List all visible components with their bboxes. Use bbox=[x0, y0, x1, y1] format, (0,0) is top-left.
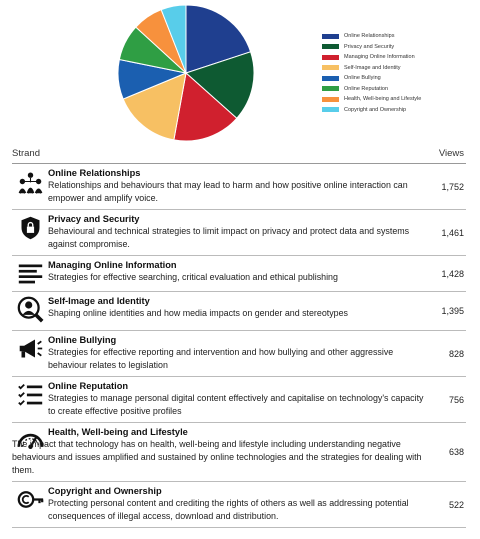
person-magnifier-icon bbox=[12, 292, 48, 330]
legend-swatch bbox=[322, 107, 339, 112]
row-title[interactable]: Health, Well-being and Lifestyle bbox=[48, 427, 188, 437]
list-lines-icon bbox=[12, 256, 48, 291]
chart-area bbox=[0, 0, 480, 146]
table-row[interactable] bbox=[12, 210, 466, 256]
legend-swatch bbox=[322, 34, 339, 39]
table-row[interactable] bbox=[12, 423, 466, 482]
legend-item bbox=[322, 52, 421, 63]
table-row[interactable] bbox=[12, 256, 466, 292]
table-row[interactable] bbox=[12, 482, 466, 528]
row-views: 756 bbox=[448, 394, 464, 405]
table-header bbox=[12, 148, 466, 164]
legend-swatch bbox=[322, 55, 339, 60]
row-description: Shaping online identities and how media impacts on gender and stereotypes bbox=[48, 308, 348, 318]
row-views: 1,752 bbox=[441, 181, 464, 192]
legend-label: Privacy and Security bbox=[344, 43, 395, 50]
header-strand: Strand bbox=[12, 148, 40, 159]
pie-chart bbox=[116, 3, 256, 143]
row-title[interactable]: Online Bullying bbox=[48, 335, 117, 345]
row-views: 522 bbox=[448, 499, 464, 510]
row-description: Strategies for effective reporting and intervention and how bullying and other aggressive behaviour relates to legislation bbox=[48, 347, 394, 370]
strand-table bbox=[12, 148, 466, 528]
shield-lock-icon bbox=[12, 210, 48, 255]
row-title[interactable]: Copyright and Ownership bbox=[48, 486, 162, 496]
legend-label: Copyright and Ownership bbox=[344, 106, 407, 113]
table-row[interactable] bbox=[12, 377, 466, 423]
row-title[interactable]: Privacy and Security bbox=[48, 214, 140, 224]
legend-item bbox=[322, 63, 421, 74]
row-description: Protecting personal content and crediting the rights of others as well as addressing potential consequences of illegal access, download and distribution. bbox=[48, 498, 409, 521]
header-views: Views bbox=[438, 148, 464, 159]
row-description: Strategies for effective searching, critical evaluation and ethical publishing bbox=[48, 272, 338, 282]
legend-label: Online Bullying bbox=[344, 75, 381, 82]
row-description: Relationships and behaviours that may lead to harm and how positive online interaction can empower and amplify voice. bbox=[48, 180, 408, 203]
legend-label: Managing Online Information bbox=[344, 54, 415, 61]
legend-swatch bbox=[322, 86, 339, 91]
legend-swatch bbox=[322, 44, 339, 49]
row-views: 1,461 bbox=[441, 227, 464, 238]
legend-item bbox=[322, 84, 421, 95]
row-description: Strategies to manage personal digital content effectively and capitalise on technology's capacity to create effective positive profiles bbox=[48, 393, 424, 416]
table-row[interactable] bbox=[12, 292, 466, 331]
legend-label: Health, Well-being and Lifestyle bbox=[344, 96, 422, 103]
row-views: 638 bbox=[448, 447, 464, 457]
legend-label: Self-Image and Identity bbox=[344, 64, 401, 71]
row-description: The impact that technology has on health, well-being and lifestyle including understanding negative behaviours and issues amplified and sustained by online technologies and the strategies for dealing with them. bbox=[12, 439, 422, 475]
legend-label: Online Reputation bbox=[344, 85, 389, 92]
legend-item bbox=[322, 31, 421, 42]
people-network-icon bbox=[12, 164, 48, 209]
row-views: 828 bbox=[448, 348, 464, 359]
table-row[interactable] bbox=[12, 331, 466, 377]
legend-item bbox=[322, 105, 421, 116]
chart-legend bbox=[322, 31, 421, 115]
table-row[interactable] bbox=[12, 164, 466, 210]
row-title[interactable]: Managing Online Information bbox=[48, 260, 177, 270]
legend-item bbox=[322, 94, 421, 105]
legend-item bbox=[322, 73, 421, 84]
row-title[interactable]: Online Reputation bbox=[48, 381, 129, 391]
row-title[interactable]: Self-Image and Identity bbox=[48, 296, 150, 306]
legend-swatch bbox=[322, 97, 339, 102]
checklist-icon bbox=[12, 377, 48, 422]
legend-item bbox=[322, 42, 421, 53]
row-description: Behavioural and technical strategies to limit impact on privacy and protect data and systems against compromise. bbox=[48, 226, 410, 249]
row-title[interactable]: Online Relationships bbox=[48, 168, 141, 178]
megaphone-icon bbox=[12, 331, 48, 376]
row-views: 1,395 bbox=[441, 306, 464, 316]
legend-swatch bbox=[322, 76, 339, 81]
legend-swatch bbox=[322, 65, 339, 70]
row-views: 1,428 bbox=[441, 268, 464, 279]
legend-label: Online Relationships bbox=[344, 33, 395, 40]
copyright-key-icon bbox=[12, 482, 48, 527]
